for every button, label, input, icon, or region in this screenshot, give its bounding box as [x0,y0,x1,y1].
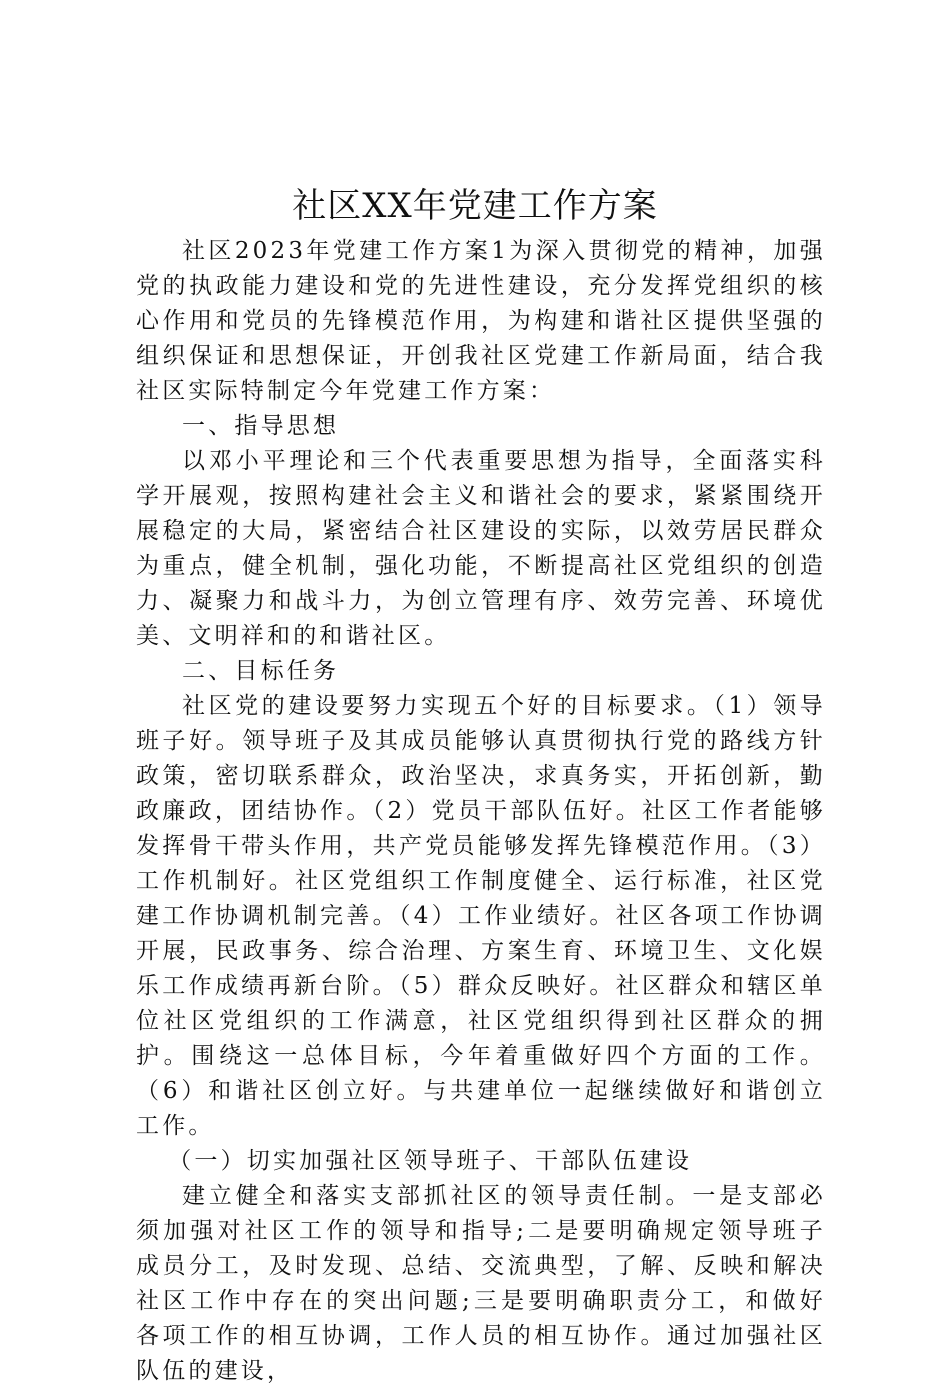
intro-paragraph: 社区2023年党建工作方案1为深入贯彻党的精神，加强党的执政能力建设和党的先进性建设，充分发挥党组织的核心作用和党员的先锋模范作用，为构建和谐社区提供坚强的组织保证和思想保证，开创我社区党建工作新局面，结合我社区实际特制定今年党建工作方案： [136,238,826,404]
subsection-heading-leadership: （一）切实加强社区领导班子、干部队伍建设 [168,1148,693,1174]
document-title: 社区XX年党建工作方案 [292,186,658,226]
leadership-paragraph: 建立健全和落实支部抓社区的领导责任制。一是支部必须加强对社区工作的领导和指导;二是要明确规定领导班子成员分工，及时发现、总结、交流典型，了解、反映和解决社区工作中存在的突出问题;三是要明确职责分工，和做好各项工作的相互协调，工作人员的相互协作。通过加强社区队伍的建设， [136,1183,826,1384]
section-heading-goals: 二、目标任务 [182,658,340,684]
guiding-thought-paragraph: 以邓小平理论和三个代表重要思想为指导，全面落实科学开展观，按照构建社会主义和谐社会的要求，紧紧围绕开展稳定的大局，紧密结合社区建设的实际，以效劳居民群众为重点，健全机制，强化功能，不断提高社区党组织的创造力、凝聚力和战斗力，为创立管理有序、效劳完善、环境优美、文明祥和的和谐社区。 [136,448,826,649]
section-heading-guiding-thought: 一、指导思想 [182,413,340,439]
goals-paragraph: 社区党的建设要努力实现五个好的目标要求。（1）领导班子好。领导班子及其成员能够认真贯彻执行党的路线方针政策，密切联系群众，政治坚决，求真务实，开拓创新，勤政廉政，团结协作。（2）党员干部队伍好。社区工作者能够发挥骨干带头作用，共产党员能够发挥先锋模范作用。（3）工作机制好。社区党组织工作制度健全、运行标准，社区党建工作协调机制完善。（4）工作业绩好。社区各项工作协调开展，民政事务、综合治理、方案生育、环境卫生、文化娱乐工作成绩再新台阶。（5）群众反映好。社区群众和辖区单位社区党组织的工作满意，社区党组织得到社区群众的拥护。围绕这一总体目标，今年着重做好四个方面的工作。（6）和谐社区创立好。与共建单位一起继续做好和谐创立工作。 [136,693,826,1139]
document-body [136,234,826,1389]
